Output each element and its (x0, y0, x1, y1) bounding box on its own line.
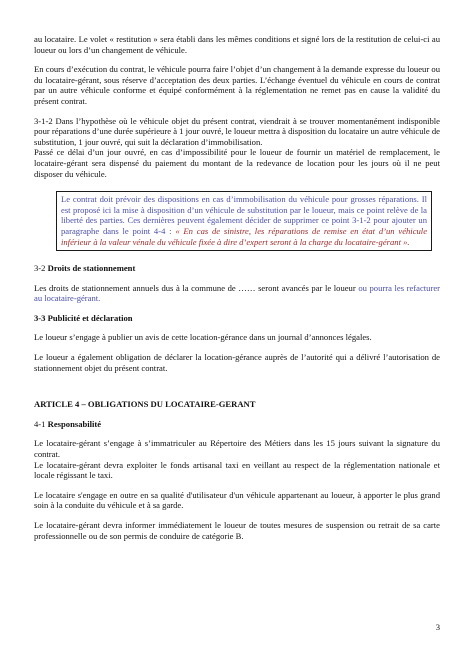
section-3-3-number: 3-3 (34, 312, 46, 323)
page-number: 3 (435, 622, 440, 632)
section-3-2-text (34, 283, 440, 304)
note-text (61, 194, 427, 247)
section-4-1-title: Responsabilité (47, 418, 102, 429)
article-4-title: ARTICLE 4 – OBLIGATIONS DU LOCATAIRE-GERANT (34, 399, 256, 410)
section-3-2-text-blue: ou pourra les refacturer au locataire-gérant. (34, 282, 441, 304)
section-3-3-heading (34, 313, 440, 324)
section-3-3-paragraph-1: Le loueur s’engage à publier un avis de cette location-gérance dans un journal d’annonces légales. (34, 332, 372, 343)
paragraph-changement-vehicule: En cours d’exécution du contrat, le véhicule pourra faire l’objet d’un changement à la demande expresse du loueur ou du locataire-gérant, sous réserve d’acceptation des deux parties. L’échange éventuel du véhicule en cours de contrat par un autre véhicule conforme et équipé conformément à la réglementation ne remet pas en cause la validité du présent contrat. (34, 64, 440, 106)
section-4-1-paragraph-3: Le locataire s'engage en outre en sa qualité d'utilisateur d'un véhicule appartenant au loueur, à apporter le plus grand soin à la conduite du véhicule et à sa garde. (34, 489, 440, 511)
note-box (56, 191, 432, 251)
section-3-2-heading (34, 263, 440, 274)
section-3-3-paragraph-2: Le loueur a également obligation de déclarer la location-gérance auprès de l’autorité qui a délivré l’autorisation de stationnement objet du présent contrat. (34, 352, 440, 373)
note-main-text: Le contrat doit prévoir des dispositions en cas d’immobilisation du véhicule pour grosses réparations. Il est proposé ici la mise à disposition d’un véhicule de substitution par le loueur, mais ce point relève de la liberté des parties. Ces dernières peuvent également décider de supprimer ce point 3-1-2 pour ajouter un paragraphe dans le point 4-4 : (61, 194, 427, 236)
paragraph-passe-delai: Passé ce délai d’un jour ouvré, en cas d’impossibilité pour le loueur de fournir un matériel de remplacement, le locataire-gérant sera dispensé du paiement du montant de la redevance de location pour les jours où il ne peut disposer du véhicule. (34, 147, 440, 179)
note-emphasis-text: « En cas de sinistre, les réparations de remise en état d’un véhicule inférieur à la valeur vénale du véhicule fixée à dire d’expert seront à la charge du locataire-gérant ». (61, 225, 428, 247)
section-4-1-number: 4-1 (34, 418, 46, 429)
paragraph-restitution: au locataire. Le volet « restitution » sera établi dans les mêmes conditions et signé lors de la restitution de celui-ci au loueur ou lors d’un changement de véhicule. (34, 34, 440, 55)
section-4-1-paragraph-1: Le locataire-gérant s’engage à s’immatriculer au Répertoire des Métiers dans les 15 jours suivant la signature du contrat. (34, 438, 440, 460)
section-4-1-heading (34, 419, 440, 430)
section-3-2-title: Droits de stationnement (47, 263, 136, 274)
section-3-3-title: Publicité et déclaration (47, 312, 133, 323)
section-4-1-paragraph-4: Le locataire-gérant devra informer immédiatement le loueur de toutes mesures de suspension ou retrait de sa carte professionnelle ou de son permis de conduire de catégorie B. (34, 520, 440, 541)
section-3-2-number: 3-2 (34, 263, 46, 274)
section-3-2-text-start: Les droits de stationnement annuels dus à la commune de …… seront avancés par le loueur (34, 282, 356, 293)
section-4-1-paragraph-2: Le locataire-gérant devra exploiter le fonds artisanal taxi en veillant au respect de la réglementation nationale et locale régissant le taxi. (34, 459, 440, 481)
paragraph-3-1-2: 3-1-2 Dans l’hypothèse où le véhicule objet du présent contrat, viendrait à se trouver momentanément indisponible pour réparations d’une durée supérieure à 1 jour ouvré, le loueur mettra à disposition du locataire un autre véhicule de substitution, 1 jour ouvré, qui suit la déclaration d’immobilisation. (34, 115, 440, 147)
